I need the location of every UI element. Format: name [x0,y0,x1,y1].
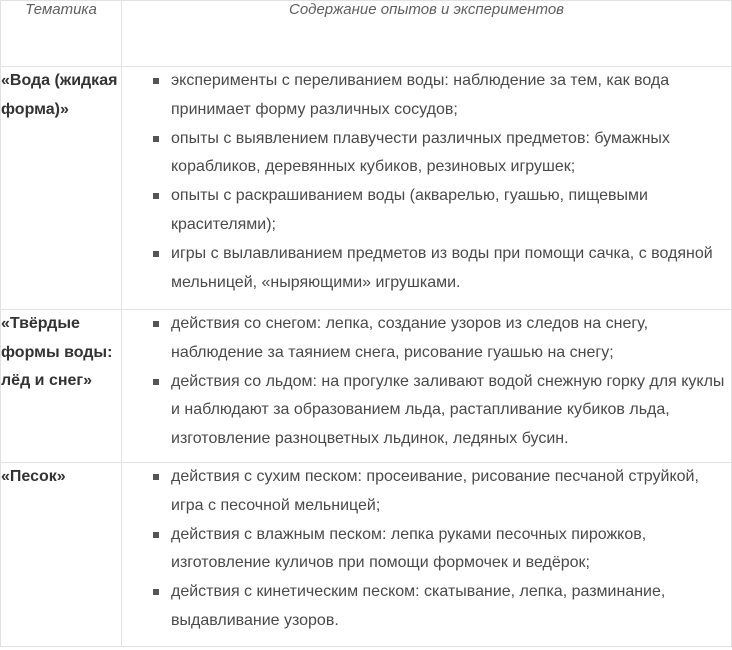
bullet-square-icon [153,136,159,142]
list-item [171,463,731,521]
list-item-text: опыты с выявлением плавучести различных предметов: бумажных корабликов, деревянных кубиков, резиновых игрушек; [171,129,670,176]
bullet-square-icon [153,379,159,385]
content-cell [122,310,732,463]
list-item-text: действия с кинетическим песком: скатывание, лепка, разминание, выдавливание узоров. [171,583,666,629]
list-item [171,182,731,240]
list-item [171,125,731,183]
bullet-square-icon [153,532,159,538]
experiment-list [122,310,731,454]
list-item [171,310,731,368]
list-item-text: эксперименты с переливанием воды: наблюдение за тем, как вода принимает форму различных сосудов; [171,72,670,118]
list-item-text: опыты с раскрашиванием воды (акварелью, гуашью, пищевыми красителями); [171,187,648,233]
list-item-text: игры с вылавливанием предметов из воды при помощи сачка, с водяной мельницей, «ныряющими» игрушками. [171,244,713,291]
list-item [171,521,731,579]
bullet-square-icon [153,321,159,327]
column-header-topic: Тематика [1,1,122,67]
table-row [1,310,732,463]
topic-cell: «Твёрдые формы воды: лёд и снег» [1,310,122,463]
list-item-text: действия с сухим песком: просеивание, рисование песчаной струйкой, игра с песочной мельницей; [171,468,699,514]
experiment-list [122,67,731,297]
content-cell [122,67,732,310]
list-item [171,578,731,636]
table-row [1,67,732,310]
bullet-square-icon [153,589,159,595]
topic-cell: «Песок» [1,463,122,647]
table-header-row [1,1,732,67]
table-row [1,463,732,647]
list-item-text: действия со снегом: лепка, создание узоров из следов на снегу, наблюдение за таянием снега, рисование гуашью на снегу; [171,315,649,361]
experiment-list [122,463,731,636]
list-item-text: действия с влажным песком: лепка руками песочных пирожков, изготовление куличов при помощи формочек и ведёрок; [171,525,647,572]
column-header-content: Содержание опытов и экспериментов [122,1,732,67]
topic-cell: «Вода (жидкая форма)» [1,67,122,310]
content-cell [122,463,732,647]
list-item [171,67,731,125]
list-item [171,240,731,298]
bullet-square-icon [153,474,159,480]
list-item [171,368,731,454]
bullet-square-icon [153,78,159,84]
list-item-text: действия со льдом: на прогулке заливают водой снежную горку для куклы и наблюдают за образованием льда, растапливание кубиков льда, изготовление разноцветных льдинок, ледяных бусин. [171,372,725,448]
bullet-square-icon [153,251,159,257]
bullet-square-icon [153,193,159,199]
